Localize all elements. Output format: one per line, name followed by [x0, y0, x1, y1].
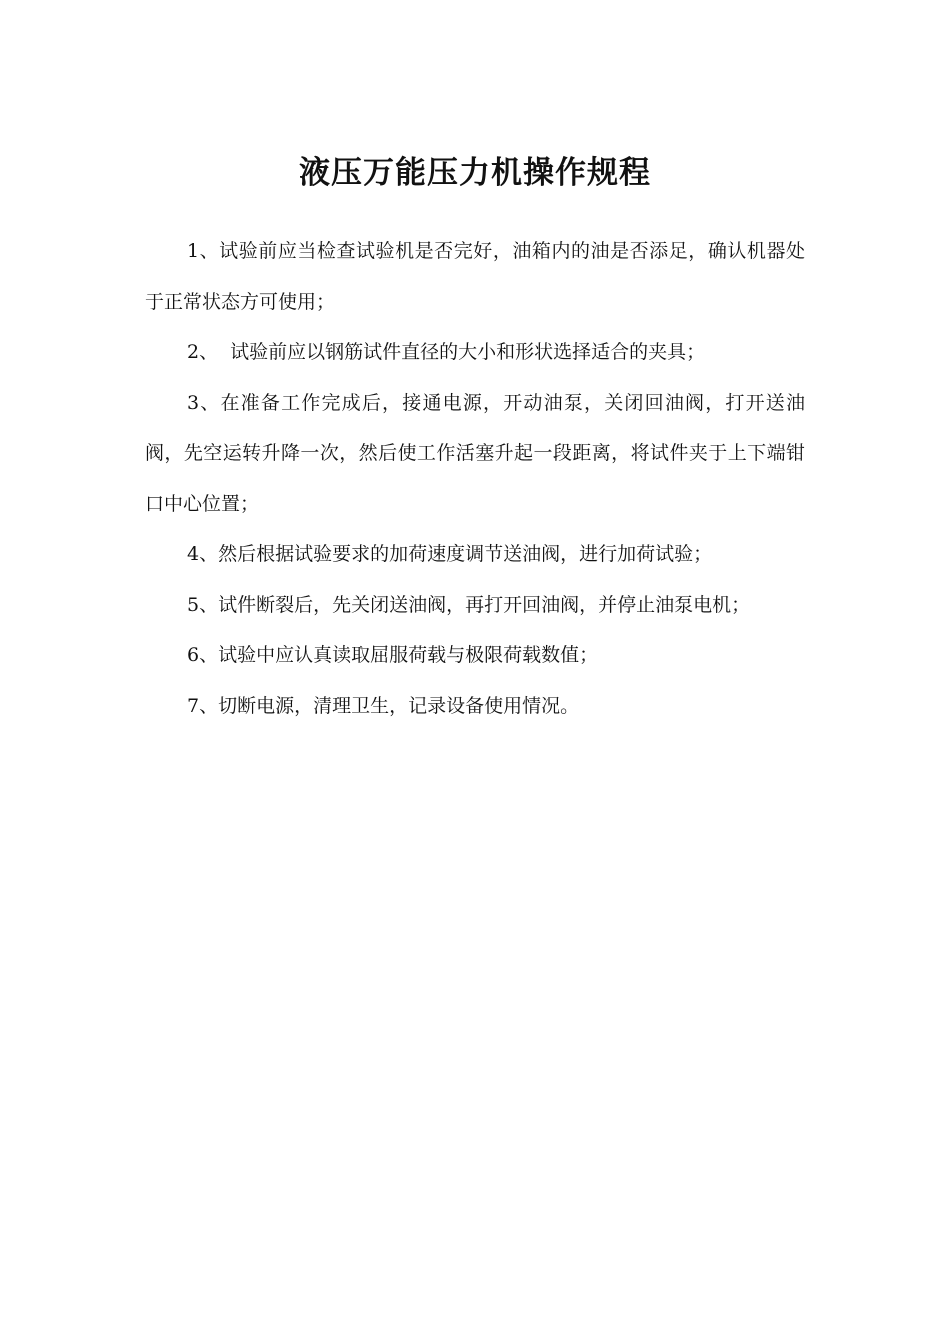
- procedure-step-3: 3、在准备工作完成后，接通电源，开动油泵，关闭回油阀，打开送油阀，先空运转升降一次，然后使工作活塞升起一段距离，将试件夹于上下端钳口中心位置；: [145, 391, 805, 515]
- procedure-list: [145, 226, 805, 731]
- procedure-step-7: 7、切断电源，清理卫生，记录设备使用情况。: [187, 694, 580, 717]
- procedure-step-6: 6、试验中应认真读取屈服荷载与极限荷载数值；: [187, 644, 599, 666]
- document-title: 液压万能压力机操作规程: [299, 154, 651, 191]
- procedure-step-4: 4、然后根据试验要求的加荷速度调节送油阀，进行加荷试验；: [187, 543, 713, 565]
- procedure-step-5: 5、试件断裂后，先关闭送油阀，再打开回油阀，并停止油泵电机；: [187, 593, 751, 616]
- procedure-step-2: 2、 试验前应以钢筋试件直径的大小和形状选择适合的夹具；: [187, 341, 706, 363]
- procedure-step-1: 1、试验前应当检查试验机是否完好，油箱内的油是否添足，确认机器处于正常状态方可使用；: [145, 240, 805, 313]
